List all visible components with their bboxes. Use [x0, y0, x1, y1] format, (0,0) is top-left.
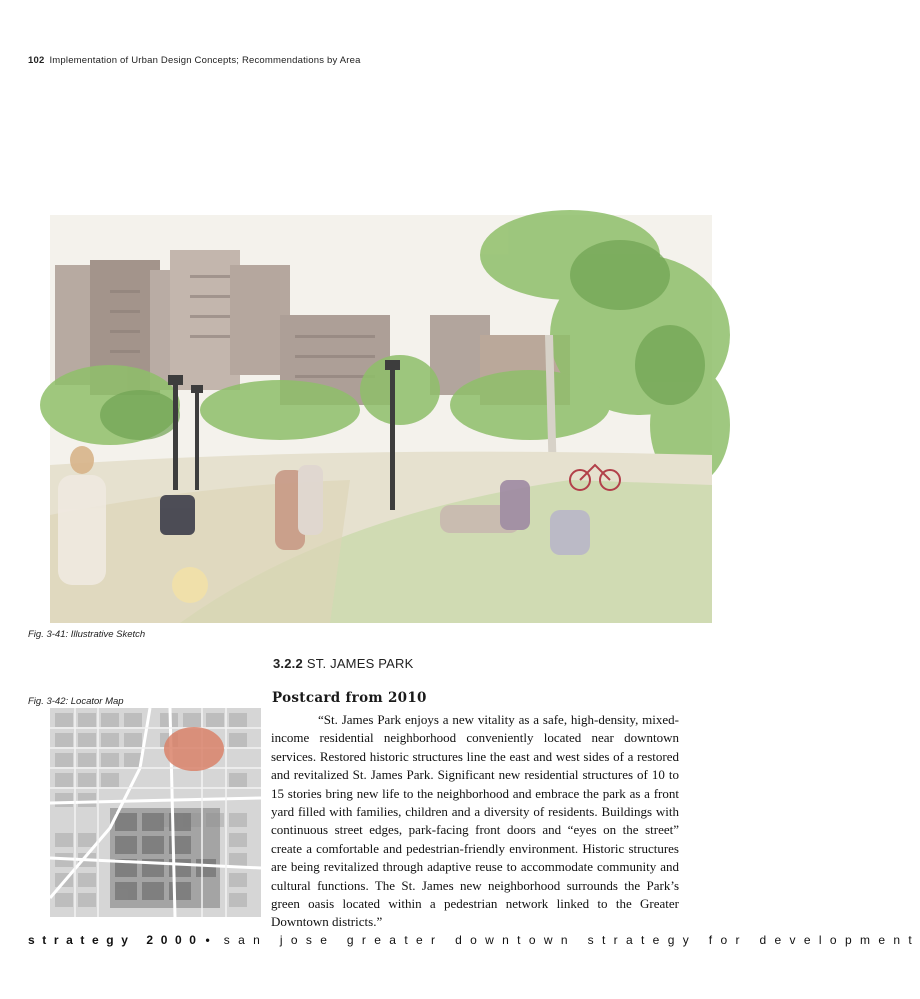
footer [28, 933, 920, 947]
running-head [28, 55, 361, 66]
page-number: 102 [28, 55, 45, 66]
footer-left: strategy 2000 [28, 933, 204, 947]
section-number: 3.2.2 [273, 656, 303, 671]
section-heading [273, 656, 414, 671]
postcard-title: Postcard from 2010 [272, 690, 427, 706]
running-title: Implementation of Urban Design Concepts; Recommendations by Area [49, 55, 361, 66]
locator-map [50, 708, 261, 917]
illustrative-sketch [50, 215, 712, 623]
st-james-park-highlight [164, 727, 224, 771]
footer-right: san jose greater downtown strategy for development [223, 933, 920, 947]
footer-bullet: • [205, 933, 210, 947]
section-title: ST. JAMES PARK [306, 656, 414, 671]
postcard-body: “St. James Park enjoys a new vitality as a safe, high-density, mixed-income residential neighborhood conveniently located near downtown services. Restored historic structures line the east and west sides of a restored and revitalized St. James Park. Significant new residential structures of 10 to 15 stories bring new life to the neighborhood and embrace the park as a front yard filled with families, children and a diversity of residents. Buildings with continuous street edges, park-facing front doors and “eyes on the street” create a comfortable and pedestrian-friendly environment. Historic structures are being revitalized through adaptive reuse to accommodate community and cultural functions. The St. James new neighborhood surrounds the Park’s green oasis located within a pedestrian network linked to the Greater Downtown districts.” [271, 712, 679, 930]
sketch-caption: Fig. 3-41: Illustrative Sketch [28, 629, 146, 640]
map-caption: Fig. 3-42: Locator Map [28, 696, 124, 707]
